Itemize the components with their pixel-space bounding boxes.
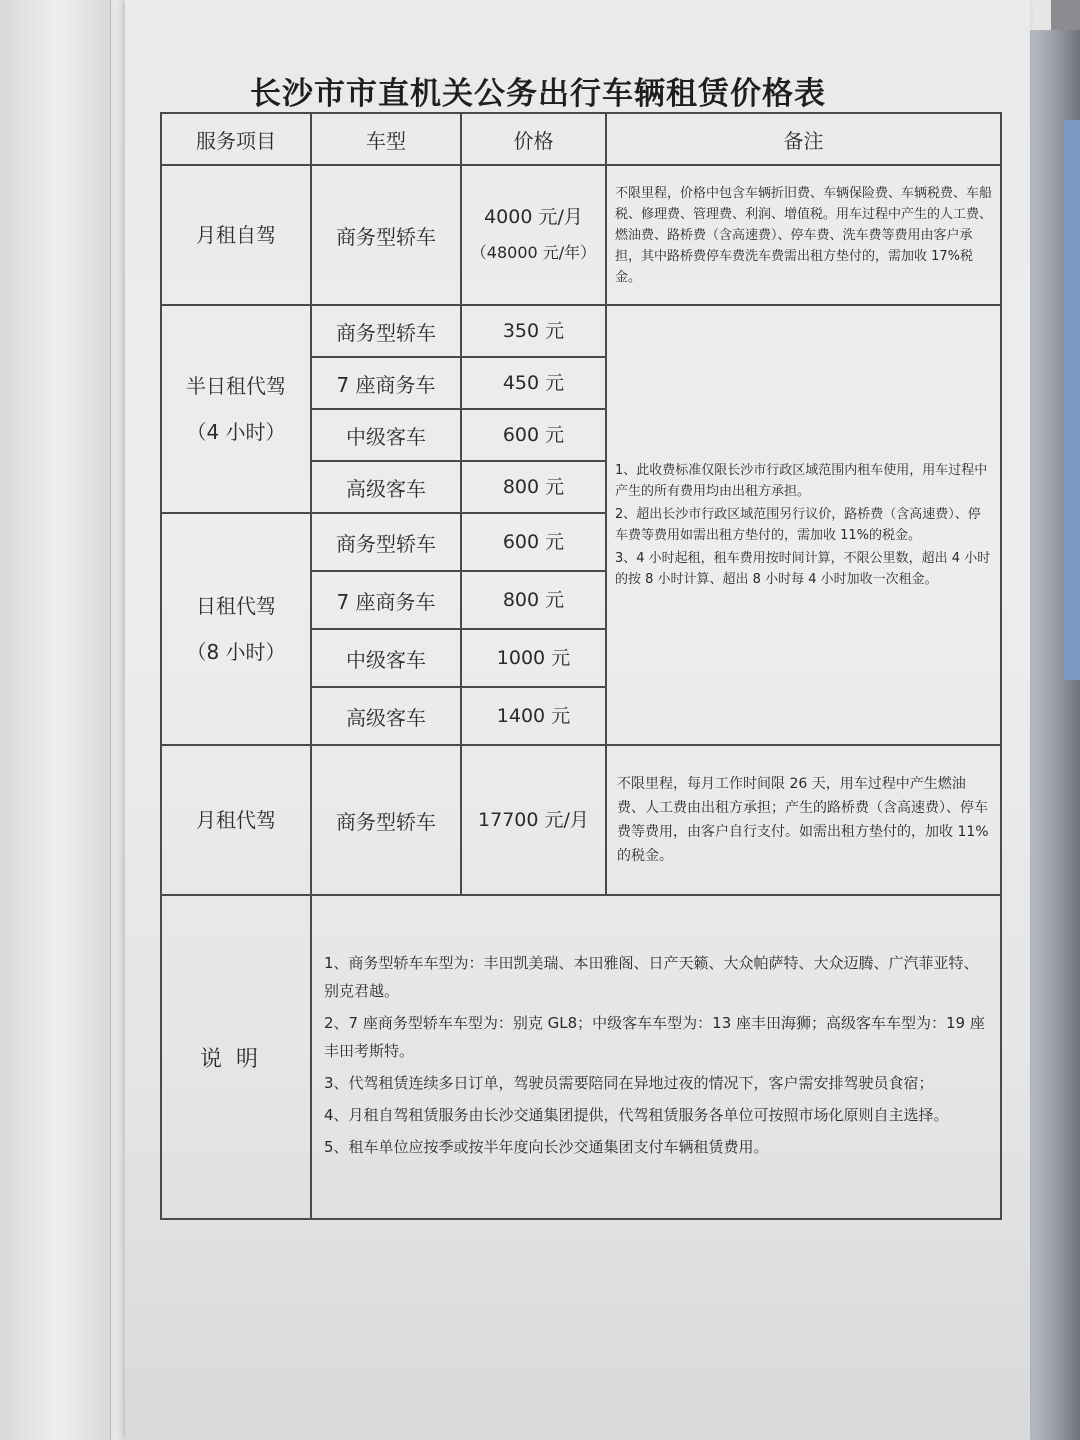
type-cell: 7 座商务车 xyxy=(311,357,461,409)
table-row xyxy=(161,895,1001,1219)
type-cell: 商务型轿车 xyxy=(311,513,461,571)
note-daily-item: 2、超出长沙市行政区域范围另行议价，路桥费（含高速费）、停车费等费用如需出租方垫付的，需加收 11%的税金。 xyxy=(615,507,981,543)
note-monthly-self: 不限里程，价格中包含车辆折旧费、车辆保险费、车辆税费、车船税、修理费、管理费、利润、增值税。用车过程中产生的人工费、燃油费、路桥费（含高速费）、停车费、洗车费等费用由客户承担，其中路桥费停车费洗车费需出租方垫付的，需加收 17%税金。 xyxy=(606,165,1001,305)
service-monthly-self: 月租自驾 xyxy=(161,165,311,305)
service-half-day xyxy=(161,305,311,513)
type-cell: 中级客车 xyxy=(311,409,461,461)
price-cell: 800 元 xyxy=(461,461,606,513)
price-cell xyxy=(461,165,606,305)
explanation-content xyxy=(311,895,1001,1219)
service-half-day-label: 半日租代驾 xyxy=(186,374,286,398)
service-full-day-hours: （8 小时） xyxy=(186,640,286,664)
service-full-day-label: 日租代驾 xyxy=(196,594,276,618)
price-monthly: 4000 元/月 xyxy=(484,206,583,228)
header-type: 车型 xyxy=(311,113,461,165)
type-cell: 商务型轿车 xyxy=(311,305,461,357)
explanation-item: 1、商务型轿车车型为：丰田凯美瑞、本田雅阁、日产天籁、大众帕萨特、大众迈腾、广汽菲亚特、别克君越。 xyxy=(324,954,979,1000)
type-cell: 7 座商务车 xyxy=(311,571,461,629)
explanation-item: 4、月租自驾租赁服务由长沙交通集团提供，代驾租赁服务各单位可按照市场化原则自主选择。 xyxy=(324,1106,949,1124)
price-table xyxy=(160,112,1002,1220)
price-cell: 1400 元 xyxy=(461,687,606,745)
price-cell: 600 元 xyxy=(461,409,606,461)
header-service: 服务项目 xyxy=(161,113,311,165)
note-daily-item: 3、4 小时起租，租车费用按时间计算，不限公里数，超出 4 小时的按 8 小时计算、超出 8 小时每 4 小时加收一次租金。 xyxy=(615,551,991,587)
price-cell: 800 元 xyxy=(461,571,606,629)
service-full-day xyxy=(161,513,311,745)
explanation-label: 说明 xyxy=(161,895,311,1219)
service-monthly-driver: 月租代驾 xyxy=(161,745,311,895)
explanation-item: 3、代驾租赁连续多日订单，驾驶员需要陪同在异地过夜的情况下，客户需安排驾驶员食宿； xyxy=(324,1074,934,1092)
type-cell: 高级客车 xyxy=(311,687,461,745)
header-price: 价格 xyxy=(461,113,606,165)
note-daily-item: 1、此收费标准仅限长沙市行政区域范围内租车使用，用车过程中产生的所有费用均由出租方承担。 xyxy=(615,463,988,499)
price-cell: 1000 元 xyxy=(461,629,606,687)
table-header-row xyxy=(161,113,1001,165)
table-row xyxy=(161,305,1001,357)
price-cell: 350 元 xyxy=(461,305,606,357)
type-cell: 中级客车 xyxy=(311,629,461,687)
explanation-item: 2、7 座商务型轿车车型为：别克 GL8；中级客车车型为：13 座丰田海狮；高级客车车型为：19 座丰田考斯特。 xyxy=(324,1014,985,1060)
type-cell: 商务型轿车 xyxy=(311,165,461,305)
type-cell: 商务型轿车 xyxy=(311,745,461,895)
blue-folder-edge xyxy=(1064,120,1080,680)
price-cell: 450 元 xyxy=(461,357,606,409)
explanation-item: 5、租车单位应按季或按半年度向长沙交通集团支付车辆租赁费用。 xyxy=(324,1138,769,1156)
table-row xyxy=(161,165,1001,305)
page-title: 长沙市市直机关公务出行车辆租赁价格表 xyxy=(250,76,826,112)
table-row xyxy=(161,745,1001,895)
price-cell: 600 元 xyxy=(461,513,606,571)
service-half-day-hours: （4 小时） xyxy=(186,420,286,444)
price-yearly: （48000 元/年） xyxy=(470,243,597,262)
price-cell: 17700 元/月 xyxy=(461,745,606,895)
note-daily-rental xyxy=(606,305,1001,745)
note-monthly-driver: 不限里程，每月工作时间限 26 天，用车过程中产生燃油费、人工费由出租方承担；产生的路桥费（含高速费）、停车费等费用，由客户自行支付。如需出租方垫付的，加收 11%的税金。 xyxy=(606,745,1001,895)
header-note: 备注 xyxy=(606,113,1001,165)
type-cell: 高级客车 xyxy=(311,461,461,513)
